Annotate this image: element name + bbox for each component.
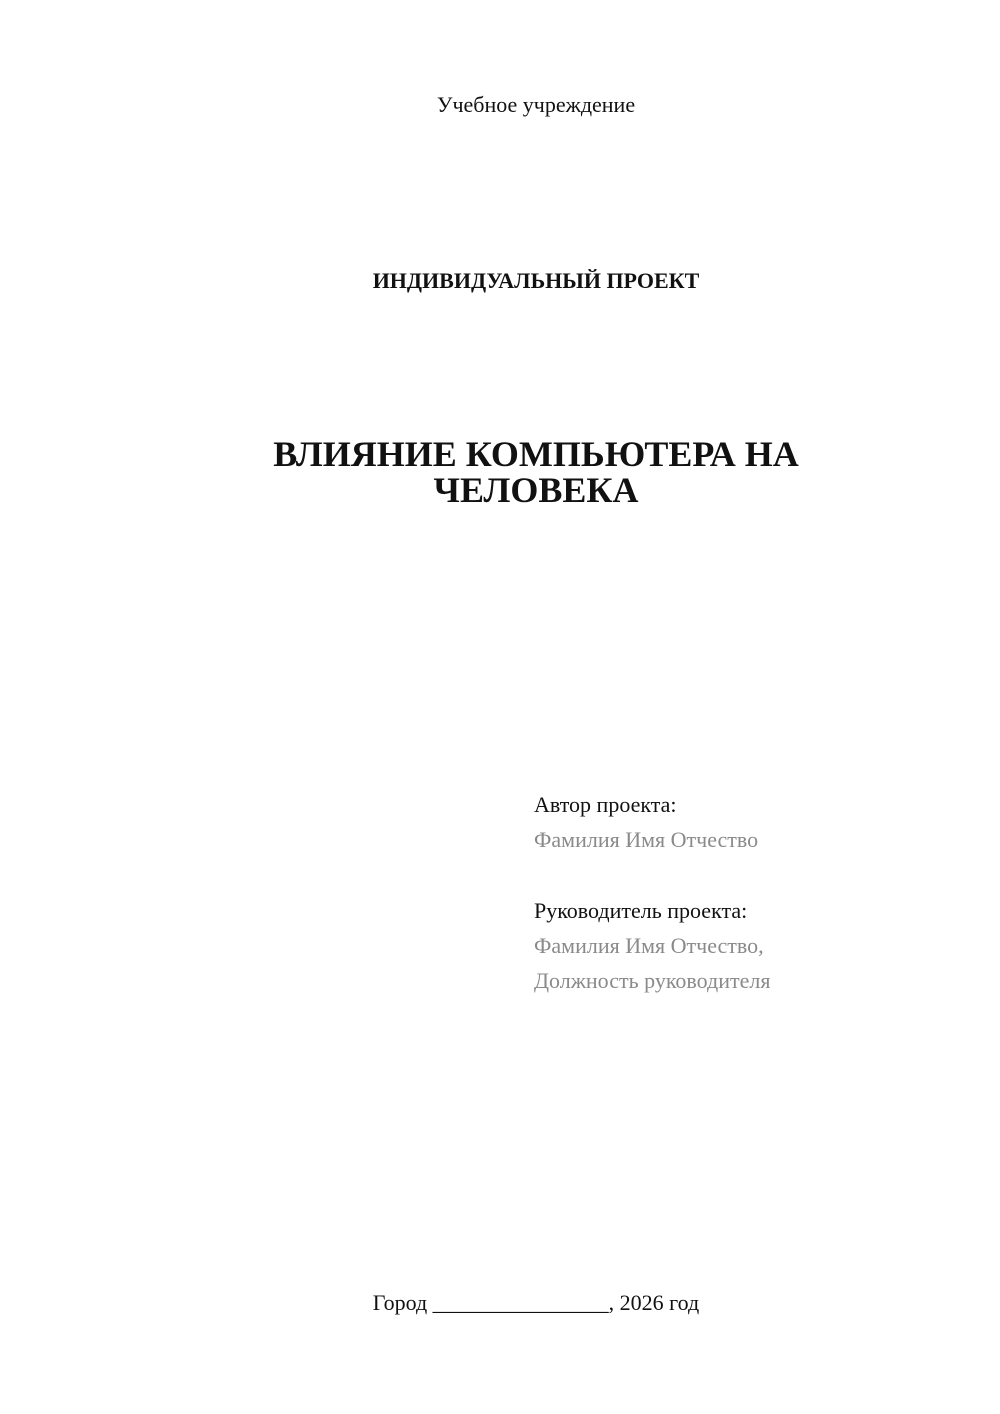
supervisor-name: Фамилия Имя Отчество, [534,933,764,958]
author-block [534,787,758,857]
author-name: Фамилия Имя Отчество [534,827,759,852]
project-title-line-1: ВЛИЯНИЕ КОМПЬЮТЕРА НА [273,434,799,474]
supervisor-position: Должность руководителя [534,968,771,993]
project-title-line-2: ЧЕЛОВЕКА [433,470,639,510]
project-title [0,436,1000,508]
author-label: Автор проекта: [534,792,677,817]
city-year-footer: Город ________________, 2026 год [372,1290,700,1315]
supervisor-block [534,893,770,998]
supervisor-label: Руководитель проекта: [534,898,748,923]
document-type: ИНДИВИДУАЛЬНЫЙ ПРОЕКТ [372,268,700,293]
institution-name: Учебное учреждение [436,92,636,117]
